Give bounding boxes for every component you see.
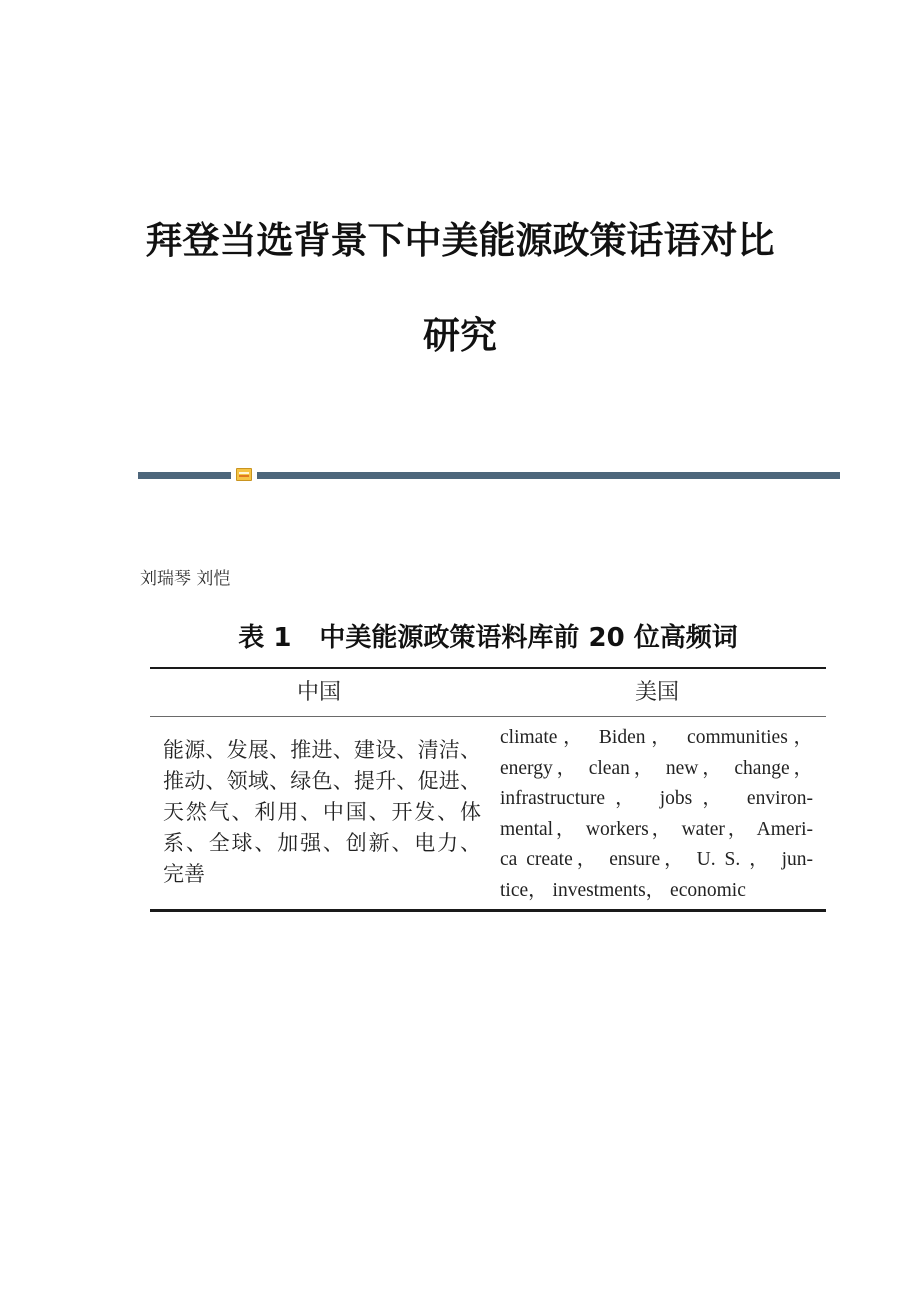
usa-word-line: climate， Biden， communities，	[500, 727, 813, 748]
header-usa: 美国	[634, 680, 679, 705]
usa-word-line: tice， investments， economic	[500, 879, 746, 901]
usa-word-line: energy， clean， new， change，	[500, 757, 813, 779]
china-word-line: 能源、发展、推进、建设、清洁、	[163, 738, 481, 762]
usa-word-line: ca create， ensure， U. S. ， jun-	[500, 849, 813, 871]
table-bottom-rule	[150, 909, 826, 912]
divider-bar-right	[257, 472, 840, 479]
china-word-line: 系、全球、加强、创新、电力、	[163, 831, 481, 855]
usa-words-cell	[500, 723, 813, 907]
header-china: 中国	[296, 680, 341, 705]
table-caption	[150, 623, 826, 653]
table-header-rule	[150, 716, 826, 717]
table-label: 表 1	[238, 623, 292, 653]
china-word-line: 完善	[163, 862, 205, 886]
china-word-line: 天然气、利用、中国、开发、体	[163, 800, 481, 824]
china-words-cell	[163, 735, 481, 890]
china-word-line: 推动、领域、绿色、提升、促进、	[163, 769, 481, 793]
document-title: 拜登当选背景下中美能源政策话语对比研究	[145, 218, 775, 357]
document-icon	[236, 468, 252, 481]
author-line: 刘瑞琴 刘恺	[140, 569, 231, 589]
usa-word-line: mental， workers， water， Ameri-	[500, 818, 813, 840]
usa-word-line: infrastructure， jobs， environ-	[500, 788, 813, 810]
divider-bar-left	[138, 472, 231, 479]
table-caption-text: 中美能源政策语料库前 20 位高频词	[319, 623, 738, 653]
